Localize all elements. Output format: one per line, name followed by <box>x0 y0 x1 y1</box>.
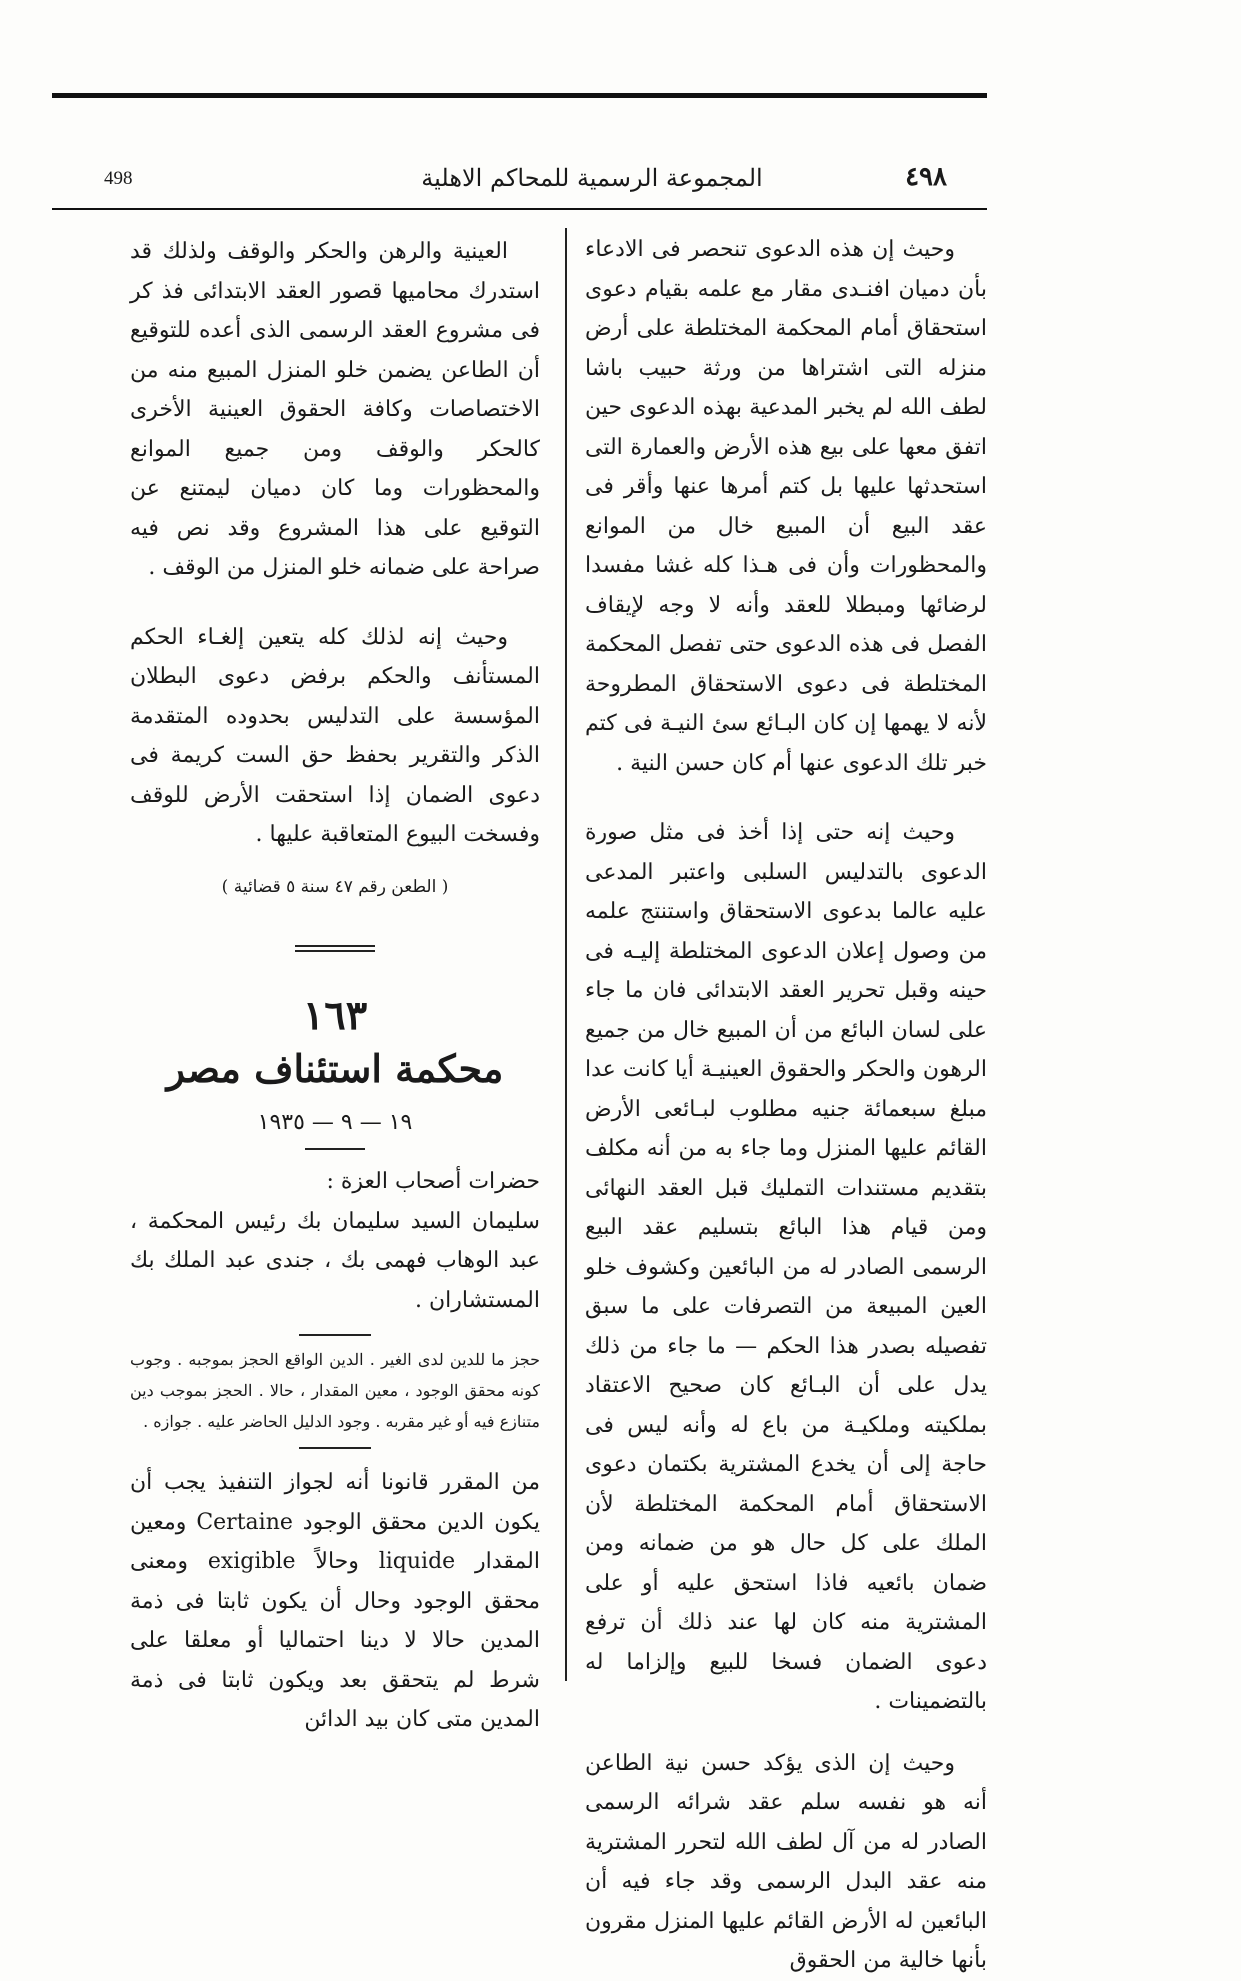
paragraph: وحيث إنه حتى إذا أخذ فى مثل صورة الدعوى بالتدليس السلبى واعتبر المدعى عليه عالما بدعوى الاستحقاق واستنتج علمه من وصول إعلان الدعوى المختلطة إليـه فى حينه وقبل تحرير العقد الابتدائى فان ما جاء على لسان البائع من أن المبيع خال من جميع الرهون والحكر والحقوق العينيـة أيا كانت عدا مبلغ سبعمائة جنيه مطلوب لبـائعى الأرض القائم عليها المنزل وما جاء به من أنه مكلف بتقديم مستندات التمليك قبل العقد النهائى ومن قيام هذا البائع بتسليم عقد البيع الرسمى الصادر له من البائعين وكشوف خلو العين المبيعة من التصرفات على ما سبق تفصيله بصدر هذا الحكم — ما جاء من ذلك يدل على أن البـائع كان صحيح الاعتقاد بملكيته وملكيـة من باع له وأنه ليس فى حاجة إلى أن يخدع المشترية بكتمان دعوى الاستحقاق أمام المحكمة المختلطة لأن الملك على كل حال هو من ضمانه ومن ضمان بائعيه فاذا استحق عليه أو على المشترية منه كان لها عند ذلك أن ترفع دعوى الضمان فسخا للبيع وإلزاما له بالتضمينات . <box>585 820 988 1714</box>
date-rule <box>305 1148 365 1150</box>
column-divider <box>565 228 567 1681</box>
header-rule <box>52 208 987 210</box>
summary-end-rule <box>299 1447 371 1449</box>
presence-label: حضرات أصحاب العزة : <box>326 1168 540 1194</box>
appeal-citation: ( الطعن رقم ٤٧ سنة ٥ قضائية ) <box>221 876 449 897</box>
paragraph: العينية والرهن والحكر والوقف ولذلك قد استدرك محاميها قصور العقد الابتدائى فذ كر فى مشروع العقد الرسمى الذى أعده للتوقيع أن الطاعن يضمن خلو المنزل المبيع منه من الاختصاصات وكافة الحقوق العينية الأخرى كالحكر والوقف ومن جميع الموانع والمحظورات وما كان دميان ليمتنع عن التوقيع على هذا المشروع وقد نص فيه صراحة على ضمانه خلو المنزل من الوقف . <box>130 239 540 580</box>
page-header <box>52 162 987 208</box>
case-date: ١٩ — ٩ — ١٩٣٥ <box>257 1109 413 1135</box>
summary-separator <box>299 1334 371 1336</box>
paragraph: من المقرر قانونا أنه لجواز التنفيذ يجب أن يكون الدين محقق الوجود Certaine ومعين المقدار liquide وحالاً exigible ومعنى محقق الوجود وحال أن يكون ثابتا فى ذمة المدين حالا لا دينا احتماليا أو معلقا على شرط لم يتحقق بعد ويكون ثابتا فى ذمة المدين متى كان بيد الدائن <box>130 1470 540 1732</box>
ruling-body <box>130 1463 540 1740</box>
judges-text: سليمان السيد سليمان بك رئيس المحكمة ، عبد الوهاب فهمى بك ، جندى عبد الملك بك المستشاران . <box>130 1208 540 1313</box>
running-title: المجموعة الرسمية للمحاكم الاهلية <box>421 164 763 192</box>
paragraph: وحيث إن الذى يؤكد حسن نية الطاعن أنه هو نفسه سلم عقد شرائه الرسمى الصادر له من آل لطف الله لتحرر المشترية منه عقد البدل الرسمى وقد جاء فيه أن البائعين له الأرض القائم عليها المنزل مقرون بأنها خالية من الحقوق <box>585 1750 987 1973</box>
court-name: محكمة استئناف مصر <box>166 1045 504 1091</box>
legal-summary: حجز ما للدين لدى الغير . الدين الواقع الحجز بموجبه . وجوب كونه محقق الوجود ، معين المقدار ، حالا . الحجز بموجب دين متنازع فيه أو غير مقربه . وجود الدليل الحاضر عليه . جوازه . <box>130 1350 541 1431</box>
paragraph: وحيث إنه لذلك كله يتعين إلغـاء الحكم المستأنف والحكم برفض دعوى البطلان المؤسسة على التدليس بحدوده المتقدمة الذكر والتقرير بحفظ حق الست كريمة فى دعوى الضمان إذا استحقت الأرض للوقف وفسخت البيوع المتعاقبة عليها . <box>130 624 540 847</box>
page-number-arabic: ٤٩٨ <box>905 162 947 192</box>
page-number-latin: 498 <box>104 168 133 189</box>
top-rule <box>52 93 987 98</box>
case-number: ١٦٣ <box>302 991 368 1039</box>
judges-list <box>130 1202 540 1321</box>
left-column <box>130 232 540 1740</box>
section-separator <box>295 945 375 952</box>
paragraph: وحيث إن هذه الدعوى تنحصر فى الادعاء بأن دميان افنـدى مقار مع علمه بقيام دعوى استحقاق أمام المحكمة المختلطة على أرض منزله التى اشتراها من ورثة حبيب باشا لطف الله لم يخبر المدعية بهذه الدعوى حين اتفق معها على بيع هذه الأرض والعمارة التى استحدثها عليها بل كتم أمرها عنها وأقر فى عقد البيع أن المبيع خال من الموانع والمحظورات وأن فى هـذا كله غشا مفسدا لرضائها ومبطلا للعقد وأنه لا وجه لإيقاف الفصل فى هذه الدعوى حتى تفصل المحكمة المختلطة فى دعوى الاستحقاق المطروحة لأنه لا يهمها إن كان البـائع سئ النيـة فى كتم خبر تلك الدعوى عنها أم كان حسن النية . <box>585 237 987 776</box>
right-column <box>585 230 987 1981</box>
